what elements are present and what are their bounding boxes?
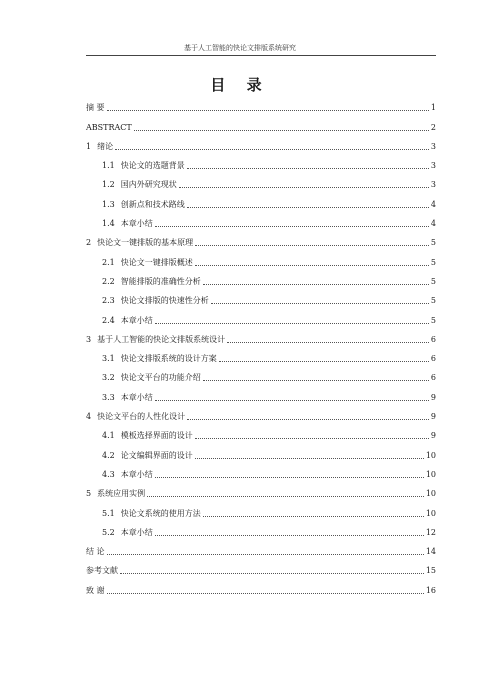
toc-entry-label: 本章小结 (120, 469, 153, 479)
toc-entry-number: 5 (86, 489, 92, 499)
dot-leader (179, 187, 429, 188)
toc-entry[interactable] (86, 461, 436, 480)
toc-entry-page-number: 9 (430, 412, 436, 422)
dot-leader (187, 419, 429, 420)
toc-entry-page-number: 9 (430, 431, 436, 441)
toc-entry[interactable] (86, 326, 436, 345)
dot-leader (155, 323, 429, 324)
toc-entry-number: 2.4 (102, 315, 115, 325)
dot-leader (219, 361, 429, 362)
toc-entry-page-number: 12 (425, 527, 436, 537)
toc-entry-label: 绪论 (97, 141, 114, 151)
toc-entry-label: 摘 要 (86, 103, 105, 113)
dot-leader (155, 400, 429, 401)
toc-entry[interactable] (86, 306, 436, 325)
toc-entry-label: 快论文一键排版概述 (120, 257, 193, 267)
toc-entry-label: 基于人工智能的快论文排版系统设计 (97, 334, 226, 344)
toc-entry[interactable] (86, 268, 436, 287)
toc-entry-number: 1.3 (102, 199, 115, 209)
toc-entry[interactable] (86, 133, 436, 152)
toc-entry-number: 2.2 (102, 276, 115, 286)
toc-entry-page-number: 10 (425, 508, 436, 518)
toc-entry-number: 1.2 (102, 180, 115, 190)
toc-entry[interactable] (86, 422, 436, 441)
toc-entry-page-number: 5 (430, 238, 436, 248)
toc-entry[interactable] (86, 210, 436, 229)
toc-entry-number: 1 (86, 141, 92, 151)
toc-entry-label: 模板选择界面的设计 (120, 431, 193, 441)
toc-entry-label: 快论文平台的功能介绍 (120, 373, 201, 383)
toc-title: 目 录 (210, 76, 270, 94)
toc-list (86, 94, 436, 596)
toc-entry-label: 本章小结 (120, 527, 153, 537)
toc-entry-page-number: 4 (430, 199, 436, 209)
toc-entry[interactable] (86, 248, 436, 267)
toc-entry-page-number: 10 (425, 489, 436, 499)
dot-leader (107, 554, 424, 555)
dot-leader (107, 110, 429, 111)
toc-entry-number: 2.1 (102, 257, 115, 267)
toc-entry-label: 结 论 (86, 547, 105, 557)
dot-leader (203, 380, 429, 381)
toc-entry[interactable] (86, 287, 436, 306)
toc-entry-label: 国内外研究现状 (120, 180, 177, 190)
toc-entry[interactable] (86, 345, 436, 364)
dot-leader (147, 496, 424, 497)
dot-leader (120, 573, 424, 574)
toc-entry-page-number: 1 (430, 103, 436, 113)
toc-entry[interactable] (86, 557, 436, 576)
toc-entry-number: 2 (86, 238, 92, 248)
toc-entry-label: 本章小结 (120, 315, 153, 325)
toc-entry-number: 2.3 (102, 296, 115, 306)
toc-entry[interactable] (86, 364, 436, 383)
toc-entry-page-number: 5 (430, 276, 436, 286)
toc-entry-page-number: 4 (430, 219, 436, 229)
toc-entry[interactable] (86, 190, 436, 209)
toc-entry-number: 3.2 (102, 373, 115, 383)
toc-entry-page-number: 3 (430, 161, 436, 171)
dot-leader (195, 245, 429, 246)
toc-entry-number: 3 (86, 334, 92, 344)
toc-entry-label: 创新点和技术路线 (120, 199, 185, 209)
toc-entry-label: 快论文排版的快速性分析 (120, 296, 209, 306)
dot-leader (155, 477, 424, 478)
toc-entry-number: 4 (86, 412, 92, 422)
toc-entry-number: 4.1 (102, 431, 115, 441)
dot-leader (187, 207, 429, 208)
toc-entry-page-number: 5 (430, 257, 436, 267)
toc-entry-label: 致 谢 (86, 585, 105, 595)
toc-entry-label: 论文编辑界面的设计 (120, 450, 193, 460)
dot-leader (211, 303, 429, 304)
toc-entry-page-number: 10 (425, 450, 436, 460)
toc-entry-label: 快论文排版系统的设计方案 (120, 354, 217, 364)
toc-entry[interactable] (86, 171, 436, 190)
toc-entry[interactable] (86, 480, 436, 499)
toc-entry[interactable] (86, 403, 436, 422)
dot-leader (107, 593, 424, 594)
toc-entry-page-number: 10 (425, 469, 436, 479)
dot-leader (227, 342, 429, 343)
toc-entry-number: 4.2 (102, 450, 115, 460)
toc-entry-label: 快论文系统的使用方法 (120, 508, 201, 518)
toc-entry[interactable] (86, 383, 436, 402)
toc-entry[interactable] (86, 519, 436, 538)
toc-entry-page-number: 3 (430, 141, 436, 151)
toc-entry-number: 1.4 (102, 219, 115, 229)
dot-leader (203, 516, 424, 517)
toc-entry[interactable] (86, 229, 436, 248)
dot-leader (155, 226, 429, 227)
toc-entry-label: 快论文一键排版的基本原理 (97, 238, 194, 248)
toc-entry-page-number: 9 (430, 392, 436, 402)
dot-leader (203, 284, 429, 285)
toc-entry[interactable] (86, 576, 436, 595)
dot-leader (155, 535, 424, 536)
toc-entry-page-number: 16 (425, 585, 436, 595)
toc-entry-page-number: 6 (430, 373, 436, 383)
toc-entry[interactable] (86, 499, 436, 518)
toc-entry-label: 快论文的选题背景 (120, 161, 185, 171)
toc-entry-page-number: 15 (425, 566, 436, 576)
dot-leader (195, 438, 429, 439)
toc-entry-number: 4.3 (102, 469, 115, 479)
toc-entry-label: ABSTRACT (86, 122, 132, 132)
toc-entry-page-number: 5 (430, 296, 436, 306)
header-rule (86, 55, 436, 56)
toc-entry-label: 系统应用实例 (97, 489, 146, 499)
toc-entry-page-number: 6 (430, 334, 436, 344)
toc-entry-page-number: 6 (430, 354, 436, 364)
toc-entry[interactable] (86, 152, 436, 171)
toc-entry[interactable] (86, 538, 436, 557)
toc-entry[interactable] (86, 94, 436, 113)
dot-leader (195, 265, 429, 266)
running-header: 基于人工智能的快论文排版系统研究 (184, 44, 296, 52)
toc-entry-page-number: 3 (430, 180, 436, 190)
toc-entry-number: 3.1 (102, 354, 115, 364)
toc-entry-label: 参考文献 (86, 566, 118, 576)
toc-entry-number: 3.3 (102, 392, 115, 402)
toc-entry[interactable] (86, 441, 436, 460)
toc-entry-label: 智能排版的准确性分析 (120, 276, 201, 286)
dot-leader (134, 130, 429, 131)
dot-leader (115, 149, 429, 150)
toc-entry[interactable] (86, 113, 436, 132)
toc-entry-page-number: 2 (430, 122, 436, 132)
toc-entry-number: 5.1 (102, 508, 115, 518)
toc-entry-page-number: 5 (430, 315, 436, 325)
toc-entry-label: 本章小结 (120, 392, 153, 402)
toc-entry-number: 1.1 (102, 161, 115, 171)
toc-entry-label: 快论文平台的人性化设计 (97, 412, 186, 422)
dot-leader (187, 168, 429, 169)
toc-entry-number: 5.2 (102, 527, 115, 537)
toc-entry-page-number: 14 (425, 547, 436, 557)
dot-leader (195, 458, 424, 459)
toc-entry-label: 本章小结 (120, 219, 153, 229)
